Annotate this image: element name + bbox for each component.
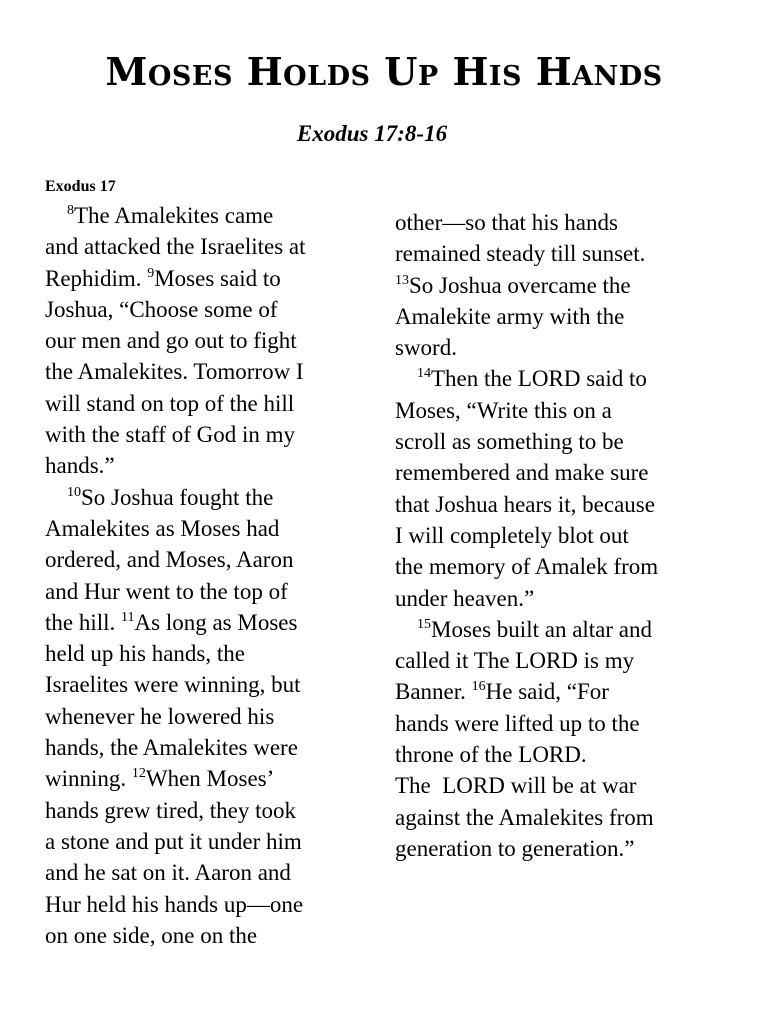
text-line xyxy=(395,770,715,801)
verse-text: hands were lifted up to the xyxy=(395,710,640,736)
verse-text: He said, “For xyxy=(485,679,609,705)
text-line xyxy=(45,763,355,794)
verse-text: and Hur went to the top of xyxy=(45,578,288,604)
verse-text: Then the LORD said to xyxy=(431,366,647,392)
text-line xyxy=(395,395,715,426)
verse-text: Moses built an altar and xyxy=(431,616,653,642)
verse-text: Banner. xyxy=(395,679,472,705)
verse-text: against the Amalekites from xyxy=(395,804,654,830)
left-column xyxy=(45,174,355,951)
text-line xyxy=(45,419,355,450)
text-line xyxy=(395,551,715,582)
verse-text: will stand on top of the hill xyxy=(45,390,295,416)
verse-text: remained steady till sunset. xyxy=(395,241,646,267)
text-line xyxy=(45,920,355,951)
verse-text: Rephidim. xyxy=(45,265,148,291)
text-line xyxy=(45,576,355,607)
verse-text: remembered and make sure xyxy=(395,460,649,486)
verse-text: The Amalekites came xyxy=(74,203,274,228)
verse-text: Moses, “Write this on a xyxy=(395,397,612,423)
text-line xyxy=(45,294,355,325)
chapter-label: Exodus 17 xyxy=(45,178,116,195)
text-line xyxy=(395,489,715,520)
verse-number: 16 xyxy=(471,679,486,695)
right-column-text xyxy=(395,207,715,864)
verse-text: Joshua, “Choose some of xyxy=(45,296,278,322)
verse-text: whenever he lowered his xyxy=(45,703,275,729)
verse-text: with the staff of God in my xyxy=(45,422,295,448)
text-line xyxy=(45,795,355,826)
text-line xyxy=(45,857,355,888)
text-line xyxy=(395,614,715,645)
text-line xyxy=(45,450,355,481)
verse-text: and he sat on it. Aaron and xyxy=(45,860,291,886)
page-title: Moses Holds Up His Hands xyxy=(105,49,663,94)
text-line xyxy=(395,332,715,363)
verse-text: called it The LORD is my xyxy=(395,648,635,674)
verse-text: on one side, one on the xyxy=(45,922,258,948)
text-line xyxy=(395,739,715,770)
verse-number: 13 xyxy=(395,272,409,288)
verse-text: that Joshua hears it, because xyxy=(395,491,655,517)
verse-number: 12 xyxy=(131,766,146,782)
text-line xyxy=(395,520,715,551)
verse-text: sword. xyxy=(395,335,457,361)
text-line xyxy=(45,231,355,262)
text-line xyxy=(395,270,715,301)
verse-text: the memory of Amalek from xyxy=(395,554,659,580)
text-line xyxy=(395,583,715,614)
text-line xyxy=(395,238,715,269)
verse-text: As long as Moses xyxy=(134,609,298,635)
text-line xyxy=(395,645,715,676)
text-line xyxy=(395,363,715,394)
text-line xyxy=(45,356,355,387)
verse-number: 11 xyxy=(121,609,135,625)
verse-number: 14 xyxy=(417,366,431,382)
text-line xyxy=(395,207,715,238)
verse-number: 15 xyxy=(417,616,431,632)
text-line xyxy=(45,669,355,700)
verse-text: Amalekites as Moses had xyxy=(45,515,280,541)
verse-text: Amalekite army with the xyxy=(395,303,625,329)
verse-text: The LORD will be at war xyxy=(395,773,637,799)
text-line xyxy=(45,638,355,669)
verse-text: our men and go out to fight xyxy=(45,328,297,354)
verse-number: 8 xyxy=(67,203,74,218)
verse-text: Moses said to xyxy=(154,265,281,291)
text-line xyxy=(45,263,355,294)
right-column xyxy=(395,207,715,864)
verse-text: throne of the LORD. xyxy=(395,742,587,768)
verse-text: scroll as something to be xyxy=(395,429,624,455)
verse-text: When Moses’ xyxy=(145,766,275,792)
text-line xyxy=(395,802,715,833)
verse-text: under heaven.” xyxy=(395,585,535,611)
verse-text: So Joshua fought the xyxy=(81,484,274,510)
verse-text: hands.” xyxy=(45,453,115,479)
verse-text: Israelites were winning, but xyxy=(45,672,301,698)
verse-text: Hur held his hands up—one xyxy=(45,891,304,917)
text-line xyxy=(45,513,355,544)
verse-text: other—so that his hands xyxy=(395,210,618,235)
text-line xyxy=(395,457,715,488)
verse-text: I will completely blot out xyxy=(395,522,629,548)
text-line xyxy=(45,388,355,419)
text-line xyxy=(395,301,715,332)
verse-text: hands grew tired, they took xyxy=(45,797,297,823)
verse-text: the hill. xyxy=(45,609,122,635)
verse-text: hands, the Amalekites were xyxy=(45,735,298,761)
text-line xyxy=(45,200,355,231)
text-line xyxy=(45,732,355,763)
verse-text: ordered, and Moses, Aaron xyxy=(45,547,294,573)
text-line xyxy=(395,676,715,707)
scripture-reference: Exodus 17:8-16 xyxy=(296,121,448,146)
verse-text: the Amalekites. Tomorrow I xyxy=(45,359,304,385)
verse-text: and attacked the Israelites at xyxy=(45,234,306,260)
verse-text: generation to generation.” xyxy=(395,835,635,861)
text-line xyxy=(45,544,355,575)
verse-number: 9 xyxy=(147,265,155,281)
text-line xyxy=(45,889,355,920)
text-line xyxy=(395,708,715,739)
verse-text: a stone and put it under him xyxy=(45,828,302,854)
text-line xyxy=(45,607,355,638)
verse-text: winning. xyxy=(45,766,132,792)
text-line xyxy=(45,325,355,356)
text-line xyxy=(45,826,355,857)
verse-number: 10 xyxy=(67,484,81,500)
text-line xyxy=(45,482,355,513)
left-column-text xyxy=(45,200,355,951)
text-line xyxy=(395,426,715,457)
text-line xyxy=(395,833,715,864)
text-line xyxy=(45,701,355,732)
verse-text: So Joshua overcame the xyxy=(409,272,631,298)
verse-text: held up his hands, the xyxy=(45,641,245,667)
